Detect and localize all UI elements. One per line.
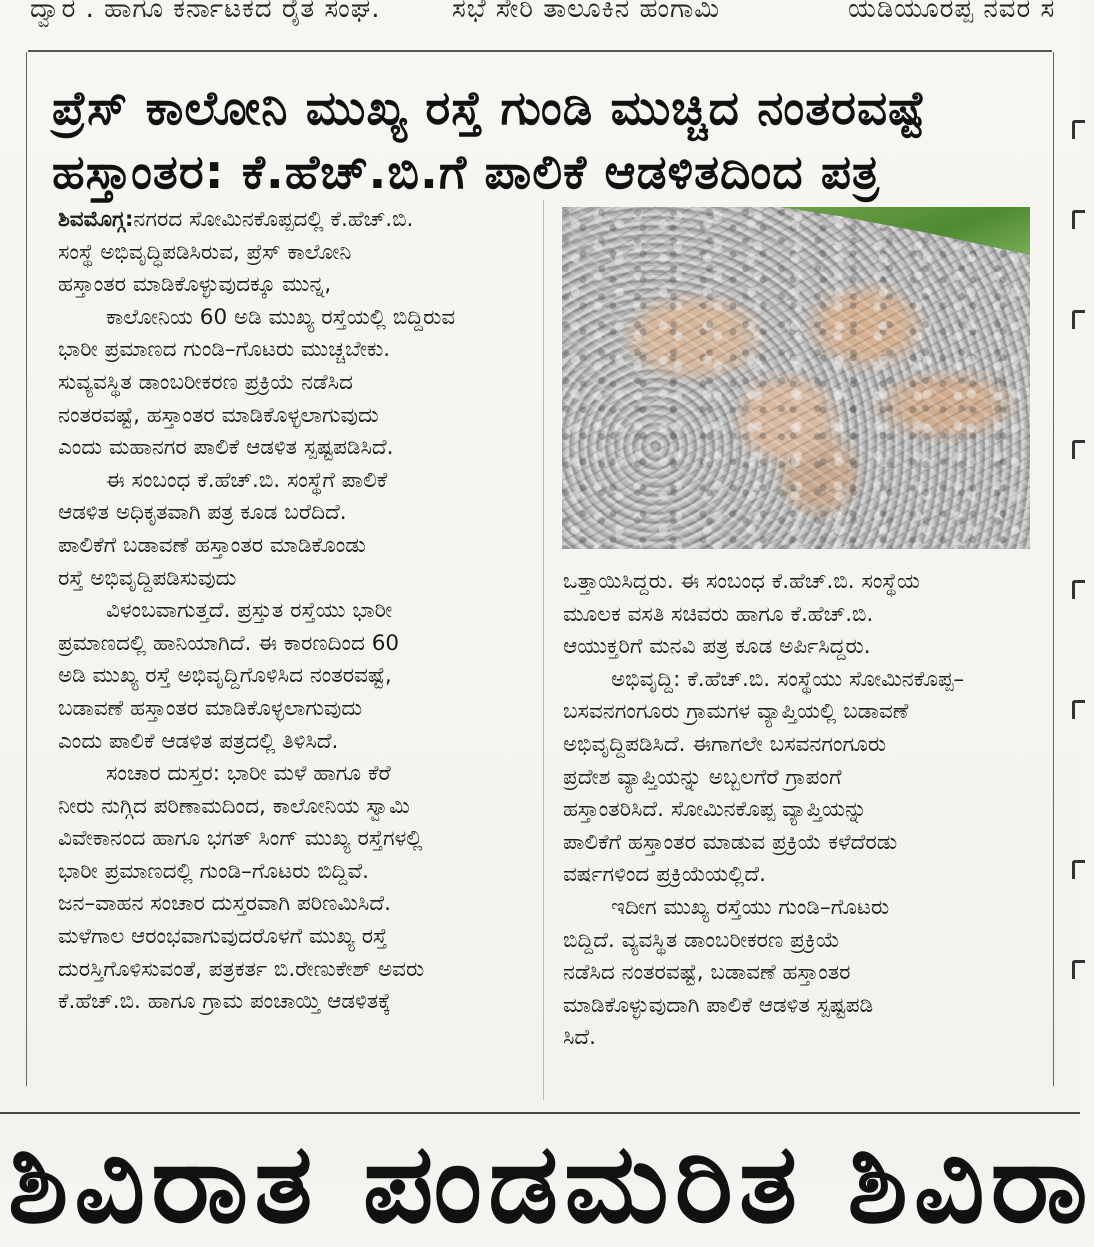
dateline: ಶಿವಮೊಗ್ಗ: [58,207,134,232]
left-line-text: ಸಂಸ್ಥೆ ಅಭಿವೃದ್ಧಿಪಡಿಸಿರುವ, ಪ್ರೆಸ್ ಕಾಲೋನಿ [58,239,352,265]
left-line-text: ಎಂದು ಪಾಲಿಕೆ ಆಡಳಿತ ಪತ್ರದಲ್ಲಿ ತಿಳಿಸಿದೆ. [58,728,339,754]
right-line [563,827,1031,860]
left-line-text: ಅಡಿ ಮುಖ್ಯ ರಸ್ತೆ ಅಭಿವೃದ್ದಿಗೊಳಿಸಿದ ನಂತರವಷ್ಟೆ, [58,663,392,689]
right-line [563,664,1031,697]
right-line-text: ವರ್ಷಗಳಿಂದ ಪ್ರಕ್ರಿಯೆಯಲ್ಲಿದೆ. [563,862,766,888]
right-line-text: ಪಾಲಿಕೆಗೆ ಹಸ್ತಾಂತರ ಮಾಡುವ ಪ್ರಕ್ರಿಯೆ ಕಳೆದೆರಡು [563,829,898,855]
left-line [58,204,524,237]
right-line [563,925,1031,958]
left-line-text: ವಿಳಂಬವಾಗುತ್ತದೆ. ಪ್ರಸ್ತುತ ರಸ್ತೆಯು ಭಾರೀ [106,598,393,624]
left-line [58,791,524,824]
left-line [58,986,524,1019]
right-line [563,696,1031,729]
left-line [58,693,524,726]
left-line [58,465,524,498]
headline-line-1: ಪ್ರೆಸ್ ಕಾಲೋನಿ ಮುಖ್ಯ ರಸ್ತೆ ಗುಂಡಿ ಮುಚ್ಚಿದ ನಂತರವಷ್ಟೆ [52,81,927,136]
left-line [58,269,524,302]
previous-article-strip [0,0,1080,34]
strip-text-1: ದ್ವಾರ . ಹಾಗೂ ಕರ್ನಾಟಕದ ರೈತ ಸಂಘ. [30,0,381,24]
right-line [563,566,1031,599]
left-line-text: ಭಾರೀ ಪ್ರಮಾಣದ ಗುಂಡಿ–ಗೊಟರು ಮುಚ್ಚಬೇಕು. [58,337,391,363]
strip-text-3: ಯಡಿಯೂರಪ್ಪ ನವರ ಸ [848,0,1056,24]
column-divider [543,200,544,1100]
right-line-text: ಮಾಡಿಕೊಳ್ಳುವುದಾಗಿ ಪಾಲಿಕೆ ಆಡಳಿತ ಸ್ಪಷ್ಟಪಡಿ [563,992,874,1018]
left-line-text: ಭಾರೀ ಪ್ರಮಾಣದಲ್ಲಿ ಗುಂಡಿ–ಗೊಟರು ಬಿದ್ದಿವೆ. [58,858,370,884]
left-line [58,758,524,791]
left-line [58,660,524,693]
left-line-text: ಕಾಲೋನಿಯ 60 ಅಡಿ ಮುಖ್ಯ ರಸ್ತೆಯಲ್ಲಿ ಬಿದ್ದಿರುವ [106,304,456,330]
left-line-text: ವಿವೇಕಾನಂದ ಹಾಗೂ ಭಗತ್ ಸಿಂಗ್ ಮುಖ್ಯ ರಸ್ತೆಗಳಲ್ಲಿ [58,826,423,852]
right-line-text: ಹಸ್ತಾಂತರಿಸಿದೆ. ಸೋಮಿನಕೊಪ್ಪ ವ್ಯಾಪ್ತಿಯನ್ನು [563,797,867,823]
right-line [563,631,1031,664]
strip-text-2: ಸಭೆ ಸೇರಿ ತಾಲೂಕಿನ ಹಂಗಾಮಿ [452,0,721,24]
left-line [58,595,524,628]
left-line [58,530,524,563]
right-line-text: ಬಸವನಗಂಗೂರು ಗ್ರಾಮಗಳ ವ್ಯಾಪ್ತಿಯಲ್ಲಿ ಬಡಾವಣೆ [563,699,909,725]
left-line-text: ಬಡಾವಣೆ ಹಸ್ತಾಂತರ ಮಾಡಿಕೊಳ್ಳಲಾಗುವುದು [58,695,363,721]
left-line-text: ದುರಸ್ತಿಗೊಳಿಸುವಂತೆ, ಪತ್ರಕರ್ತ ಬಿ.ರೇಣುಕೇಶ್ ಅವರು [58,956,425,982]
left-line [58,563,524,596]
right-line [563,599,1031,632]
left-line-text: ಎಂದು ಮಹಾನಗರ ಪಾಲಿಕೆ ಆಡಳಿತ ಸ್ಪಷ್ಟಪಡಿಸಿದೆ. [58,435,394,461]
left-line-text: ಸುವ್ಯವಸ್ಥಿತ ಡಾಂಬರೀಕರಣ ಪ್ರಕ್ರಿಯೆ ನಡೆಸಿದ [58,369,353,395]
left-line [58,921,524,954]
left-line [58,823,524,856]
right-line-text: ಅಭಿವೃದ್ದಿ: ಕೆ.ಹೆಚ್.ಬಿ. ಸಂಸ್ಥೆಯು ಸೋಮಿನಕೊಪ್ಪ– [611,666,965,692]
left-line [58,954,524,987]
right-line-text: ಒತ್ತಾಯಿಸಿದ್ದರು. ಈ ಸಂಬಂಧ ಕೆ.ಹೆಚ್.ಬಿ. ಸಂಸ್ಥೆಯ [563,569,920,594]
top-divider [28,50,1052,52]
left-line-text: ಕೆ.ಹೆಚ್.ಬಿ. ಹಾಗೂ ಗ್ರಾಮ ಪಂಚಾಯ್ತಿ ಆಡಳಿತಕ್ಕೆ [58,989,391,1015]
next-article-headline [0,1119,1094,1247]
left-line [58,334,524,367]
article-column-left [58,204,524,1019]
left-line-text: ನಗರದ ಸೋಮಿನಕೊಪ್ಪದಲ್ಲಿ ಕೆ.ಹೆಚ್.ಬಿ. [133,207,414,232]
left-line-text: ಪ್ರಮಾಣದಲ್ಲಿ ಹಾನಿಯಾಗಿದೆ. ಈ ಕಾರಣದಿಂದ 60 [58,630,400,656]
right-line-text: ಇದೀಗ ಮುಖ್ಯ ರಸ್ತೆಯು ಗುಂಡಿ–ಗೊಟರು [611,894,890,920]
left-line-text: ಜನ–ವಾಹನ ಸಂಚಾರ ದುಸ್ತರವಾಗಿ ಪರಿಣಮಿಸಿದೆ. [58,891,391,917]
right-line [563,957,1031,990]
next-headline-text: ಶಿವಿರಾತ ಪಂಡಮರಿತ ಶಿವಿರಾ [8,1119,1094,1247]
left-line [58,628,524,661]
right-line-text: ಮೂಲಕ ವಸತಿ ಸಚಿವರು ಹಾಗೂ ಕೆ.ಹೆಚ್.ಬಿ. [563,601,874,627]
right-line-text: ಸಿದೆ. [563,1025,596,1051]
right-line [563,892,1031,925]
right-line [563,1022,1031,1055]
left-line [58,726,524,759]
left-line-text: ಪಾಲಿಕೆಗೆ ಬಡಾವಣೆ ಹಸ್ತಾಂತರ ಮಾಡಿಕೊಂಡು [58,532,366,558]
left-line [58,497,524,530]
right-line [563,729,1031,762]
left-line-text: ನೀರು ನುಗ್ಗಿದ ಪರಿಣಾಮದಿಂದ, ಕಾಲೋನಿಯ ಸ್ವಾಮಿ [58,793,410,819]
left-line-text: ನಂತರವಷ್ಟೆ, ಹಸ್ತಾಂತರ ಮಾಡಿಕೊಳ್ಳಲಾಗುವುದು [58,402,379,428]
right-line-text: ಅಭಿವೃದ್ದಿಪಡಿಸಿದೆ. ಈಗಾಗಲೇ ಬಸವನಗಂಗೂರು [563,731,887,757]
right-line-text: ಆಯುಕ್ತರಿಗೆ ಮನವಿ ಪತ್ರ ಕೂಡ ಅರ್ಪಿಸಿದ್ದರು. [563,634,871,660]
right-line [563,859,1031,892]
left-line-text: ಆಡಳಿತ ಅಧಿಕೃತವಾಗಿ ಪತ್ರ ಕೂಡ ಬರೆದಿದೆ. [58,500,347,526]
right-line-text: ಪ್ರದೇಶ ವ್ಯಾಪ್ತಿಯನ್ನು ಅಬ್ಬಲಗೆರೆ ಗ್ರಾಪಂಗೆ [563,764,842,790]
left-line [58,856,524,889]
right-line [563,762,1031,795]
left-line [58,888,524,921]
bottom-divider [0,1112,1080,1114]
right-line-text: ನಡೆಸಿದ ನಂತರವಷ್ಟೆ, ಬಡಾವಣೆ ಹಸ್ತಾಂತರ [563,960,851,986]
left-line-text: ರಸ್ತೆ ಅಭಿವೃದ್ದಿಪಡಿಸುವುದು [58,565,237,591]
left-border [26,52,27,1086]
adjacent-column-edge [1060,60,1080,1090]
left-line [58,237,524,270]
right-line [563,794,1031,827]
right-line [563,990,1031,1023]
left-line [58,367,524,400]
left-line [58,400,524,433]
headline-line-2: ಹಸ್ತಾಂತರ: ಕೆ.ಹೆಚ್.ಬಿ.ಗೆ ಪಾಲಿಕೆ ಆಡಳಿತದಿಂದ ಪತ್ರ [52,145,880,200]
left-line-text: ಮಳೆಗಾಲ ಆರಂಭವಾಗುವುದರೊಳಗೆ ಮುಖ್ಯ ರಸ್ತೆ [58,924,388,950]
left-line [58,432,524,465]
left-line-text: ಸಂಚಾರ ದುಸ್ತರ: ಭಾರೀ ಮಳೆ ಹಾಗೂ ಕೆರೆ [106,761,391,787]
left-line-text: ಈ ಸಂಬಂಧ ಕೆ.ಹೆಚ್.ಬಿ. ಸಂಸ್ಥೆಗೆ ಪಾಲಿಕೆ [106,467,388,493]
road-potholes-photo [562,207,1030,549]
left-line-text: ಹಸ್ತಾಂತರ ಮಾಡಿಕೊಳ್ಳುವುದಕ್ಕೂ ಮುನ್ನ, [58,272,332,298]
left-line [58,302,524,335]
article-column-right [563,566,1031,1055]
right-line-text: ಬಿದ್ದಿದೆ. ವ್ಯವಸ್ಥಿತ ಡಾಂಬರೀಕರಣ ಪ್ರಕ್ರಿಯೆ [563,927,840,953]
right-border [1053,52,1054,1086]
